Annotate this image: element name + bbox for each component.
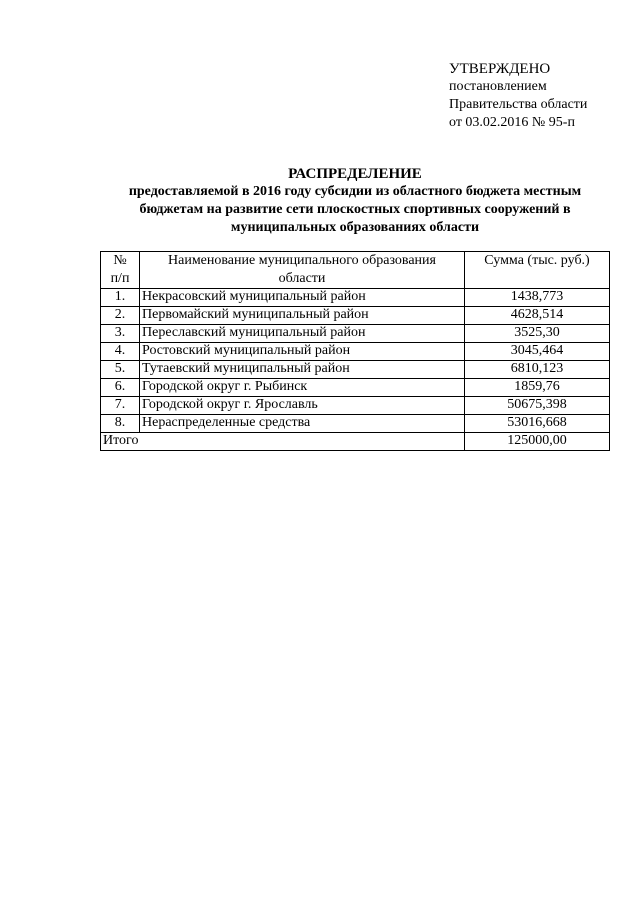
document-subtitle-line: предоставляемой в 2016 году субсидии из областного бюджета местным <box>128 184 582 199</box>
row-name: Тутаевский муниципальный район <box>140 361 465 379</box>
header-number-abbr: п/п <box>110 271 130 286</box>
approval-line: Правительства области <box>449 97 588 112</box>
header-name-line: области <box>278 271 326 286</box>
row-name: Городской округ г. Ярославль <box>140 397 465 415</box>
table-header-row <box>101 252 610 289</box>
table-body <box>101 289 610 451</box>
row-name: Нераспределенные средства <box>140 415 465 433</box>
row-sum: 4628,514 <box>465 307 610 325</box>
row-sum: 3525,30 <box>465 325 610 343</box>
distribution-table <box>100 251 610 451</box>
total-label: Итого <box>101 433 465 451</box>
row-name: Некрасовский муниципальный район <box>140 289 465 307</box>
document-heading <box>100 165 610 237</box>
table-row <box>101 325 610 343</box>
header-name-line: Наименование муниципального образования <box>168 253 436 268</box>
table-row <box>101 415 610 433</box>
header-sum: Сумма (тыс. руб.) <box>465 252 610 289</box>
approval-stamp <box>449 60 629 132</box>
header-number <box>101 252 140 289</box>
table-row <box>101 343 610 361</box>
header-name <box>140 252 465 289</box>
row-sum: 1859,76 <box>465 379 610 397</box>
document-subtitle-line: бюджетам на развитие сети плоскостных спортивных сооружений в <box>139 202 571 217</box>
approval-date-line: от 03.02.2016 № 95-п <box>449 115 575 130</box>
table-total-row <box>101 433 610 451</box>
row-number: 6. <box>101 379 140 397</box>
row-sum: 3045,464 <box>465 343 610 361</box>
row-name: Городской округ г. Рыбинск <box>140 379 465 397</box>
row-sum: 6810,123 <box>465 361 610 379</box>
row-number: 7. <box>101 397 140 415</box>
row-number: 5. <box>101 361 140 379</box>
header-number-symbol: № <box>113 253 127 268</box>
table-header <box>101 252 610 289</box>
row-number: 1. <box>101 289 140 307</box>
table-row <box>101 379 610 397</box>
row-sum: 50675,398 <box>465 397 610 415</box>
row-number: 8. <box>101 415 140 433</box>
document-subtitle-line: муниципальных образованиях области <box>230 220 480 235</box>
table-row <box>101 289 610 307</box>
row-number: 3. <box>101 325 140 343</box>
total-sum: 125000,00 <box>465 433 610 451</box>
row-sum: 1438,773 <box>465 289 610 307</box>
row-number: 2. <box>101 307 140 325</box>
table-row <box>101 307 610 325</box>
row-name: Ростовский муниципальный район <box>140 343 465 361</box>
row-name: Первомайский муниципальный район <box>140 307 465 325</box>
table-row <box>101 397 610 415</box>
document-title: РАСПРЕДЕЛЕНИЕ <box>288 166 422 182</box>
row-name: Переславский муниципальный район <box>140 325 465 343</box>
approval-line: постановлением <box>449 79 547 94</box>
row-sum: 53016,668 <box>465 415 610 433</box>
row-number: 4. <box>101 343 140 361</box>
table-row <box>101 361 610 379</box>
approval-heading: УТВЕРЖДЕНО <box>449 61 551 77</box>
